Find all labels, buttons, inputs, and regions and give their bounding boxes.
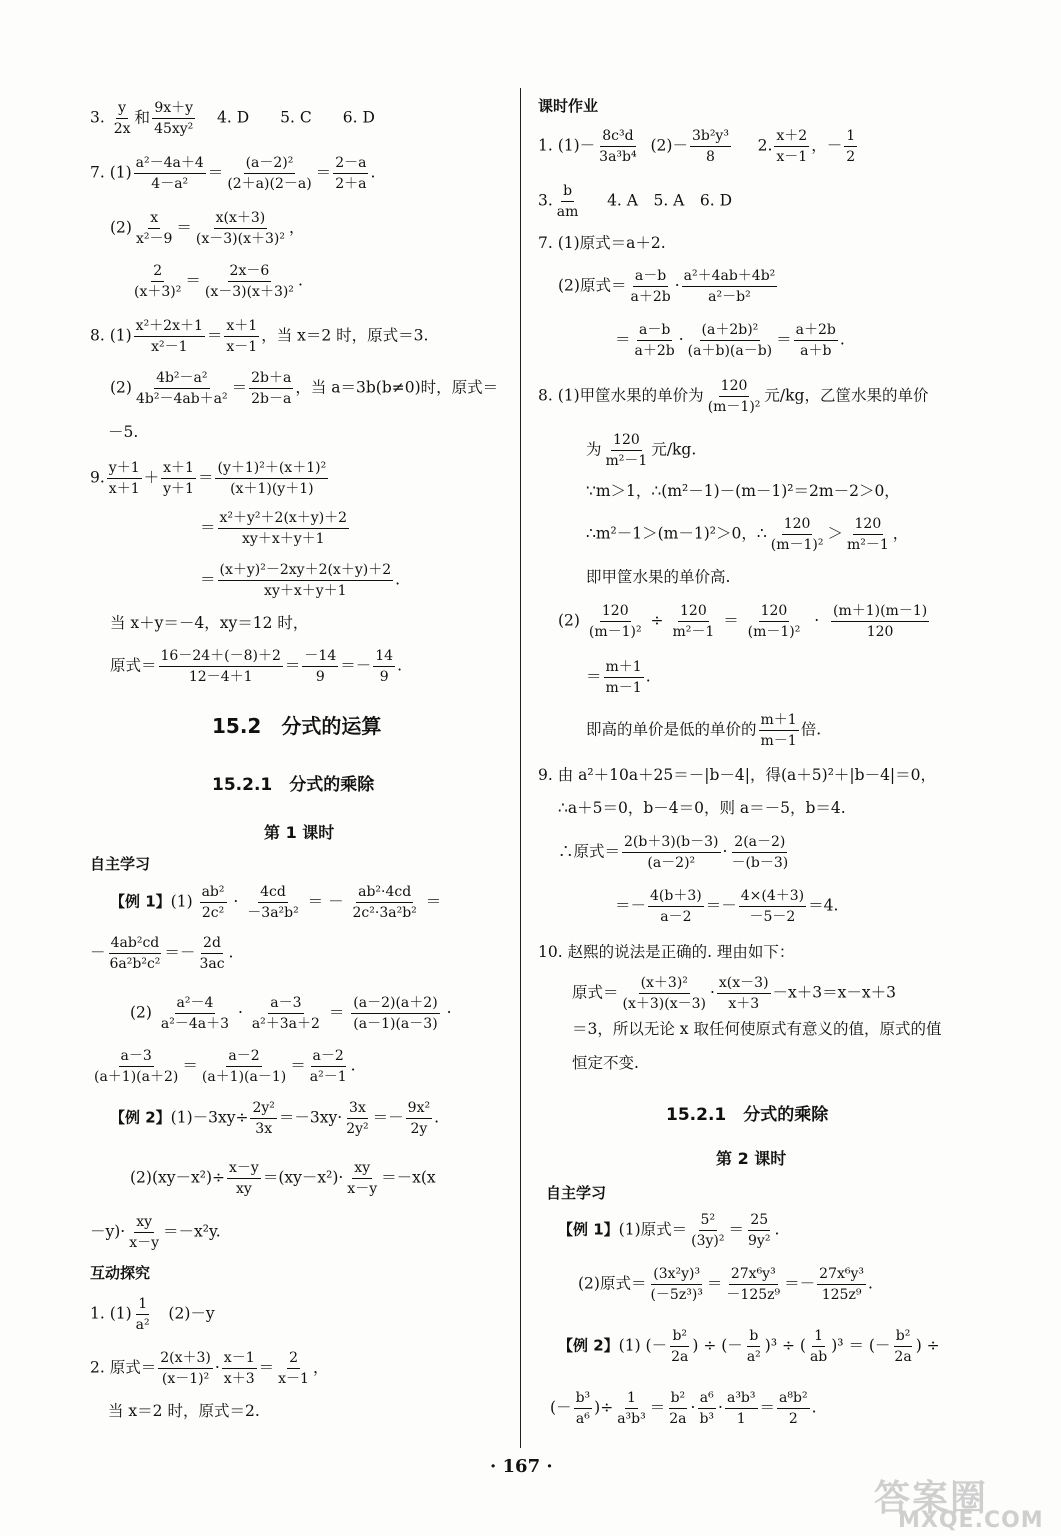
homework-8-reason-2: ∴m²－1＞(m－1)²＞0，∴ $\frac{120}{\text{(m－1)²}}$ ＞ $\frac{120}{\text{m²－1}}$ ，: [586, 516, 909, 554]
watermark-text: 答案圈: [874, 1478, 989, 1519]
homework-10-line4: 恒定不变.: [572, 1054, 639, 1072]
interactive-explore-label: 互动探究: [90, 1264, 151, 1282]
lesson-1-heading: 第 1 课时: [264, 823, 335, 842]
left-column: [0, 0, 520, 1440]
right-column: [520, 0, 1061, 1440]
homework-8-2-conclusion: 即高的单价是低的单价的 $\frac{m+1}{m-1}$ 倍.: [586, 712, 822, 750]
example-2-1-lesson2-result: (－ $\frac{\text{b³}}{\text{a⁶}}$ )÷ $\frac{1}{\text{a³b³}}$ ＝ $\frac{\text{b²}}{2a}$ · $\frac{\text{a⁶}}{\text{b³}}$ · $\frac{\text{a³b³}}{1}$ ＝ $\frac{\text{a⁸b²}}{2}$ .: [550, 1390, 817, 1428]
section-heading-15-2: 15.2 分式的运算: [212, 714, 382, 738]
answer-9-line3: ＝ $\frac{\text{(x＋y)²－2xy＋2(x＋y)＋2}}{xy+x+y+1}$ .: [200, 562, 401, 600]
answer-9-line2: ＝ $\frac{\text{x²＋y²＋2(x＋y)＋2}}{xy+x+y+1}$: [200, 510, 348, 548]
homework-9-line4: ＝－ $\frac{4(b+3)}{a-2}$ ＝－ $\frac{4\times(4+3)}{-5-2}$ ＝4.: [615, 888, 839, 926]
self-study-label: 自主学习: [90, 855, 151, 873]
homework-10-line1: 10. 赵熙的说法是正确的. 理由如下：: [538, 943, 795, 961]
answer-9-result: 原式＝ $\frac{16-24+(-8)+2}{12-4+1}$ ＝ $\frac{-14}{9}$ ＝－ $\frac{14}{9}$ .: [110, 648, 403, 686]
answer-3: 3. $\frac{y}{2x}$ 和 $\frac{9x+y}{\text{45xy²}}$ 4. D 5. C 6. D: [90, 100, 375, 138]
example-2-1-lesson2: 【例 2】(1) (－ $\frac{\text{b²}}{2a}$ ) ÷ (－ $\frac{b}{\text{a²}}$ )³ ÷ ( $\frac{1}{ab}$ )³ ＝ (－ $\frac{\text{b²}}{2a}$ ) ÷: [558, 1328, 940, 1366]
example-2-2-result: －y)· $\frac{xy}{x-y}$ ＝－x²y.: [90, 1214, 221, 1252]
homework-8-1: 8. (1)甲筐水果的单价为 $\frac{120}{\text{(m－1)²}}$ 元/kg，乙筐水果的单价: [538, 378, 929, 416]
explore-1: 1. (1) $\frac{1}{\text{a²}}$ (2)－y: [90, 1296, 215, 1334]
homework-8-conclusion: 即甲筐水果的单价高.: [586, 568, 731, 586]
homework-9-line3: ∴原式＝ $\frac{2(b+3)(b-3)}{\text{(a－2)²}}$ · $\frac{2(a-2)}{-(b-3)}$: [558, 834, 789, 872]
page-number: · 167 ·: [490, 1456, 553, 1477]
example-1-2: (2) $\frac{\text{a²－4}}{\text{a²－4a＋3}}$ · $\frac{a-3}{\text{a²＋3a＋2}}$ ＝ $\frac{(a-2)(a+2)}{(a-1)(a-3)}$ ·: [130, 995, 452, 1033]
answer-7-2: (2) $\frac{x}{\text{x²－9}}$ ＝ $\frac{x(x+3)}{\text{(x－3)(x＋3)²}}$ ，: [110, 210, 305, 248]
homework-8-2b: ＝ $\frac{m+1}{m-1}$ .: [586, 659, 651, 697]
watermark-logo: [860, 1470, 1050, 1533]
explore-2: 2. 原式＝ $\frac{2(x+3)}{\text{(x－1)²}}$ · $\frac{x-1}{x+3}$ ＝ $\frac{2}{x-1}$ ，: [90, 1350, 329, 1388]
example-1-1-result: － $\frac{\text{4ab²cd}}{\text{6a²b²c²}}$ ＝－ $\frac{2d}{3ac}$ .: [90, 935, 234, 973]
answer-8-2: (2) $\frac{\text{4b²－a²}}{\text{4b²－4ab＋a²}}$ ＝ $\frac{2b+a}{2b-a}$ ，当 a＝3b(b≠0)时，原式＝: [110, 370, 499, 408]
answer-9-condition: 当 x＋y＝－4，xy＝12 时，: [110, 614, 309, 632]
watermark-url: MXQE.COM: [898, 1508, 1044, 1533]
lesson-2-heading: 第 2 课时: [716, 1149, 787, 1168]
homework-3-6: 3. $\frac{b}{am}$ 4. A 5. A 6. D: [538, 183, 733, 221]
section-heading-15-2-1: 15.2.1 分式的乘除: [212, 775, 375, 795]
homework-8-reason-1: ∵m＞1，∴(m²－1)－(m－1)²＝2m－2＞0，: [586, 482, 900, 500]
homework-10-line3: ＝3，所以无论 x 取任何使原式有意义的值，原式的值: [572, 1020, 942, 1038]
example-2-1: 【例 2】(1)－3xy÷ $\frac{\text{2y²}}{3x}$ ＝－3xy· $\frac{3x}{\text{2y²}}$ ＝－ $\frac{\text{9x²}}{2y}$ .: [110, 1100, 440, 1138]
example-1-2-lesson2: (2)原式＝ $\frac{\text{(3x²y)³}}{\text{(－5z³)³}}$ ＝ $\frac{\text{27x⁶y³}}{\text{－125z⁹}}$ ＝－ $\frac{\text{27x⁶y³}}{\text{125z⁹}}$ .: [578, 1266, 873, 1304]
answer-8-1: 8. (1) $\frac{\text{x²＋2x＋1}}{\text{x²－1}}$ ＝ $\frac{x+1}{x-1}$ ，当 x＝2 时，原式＝3.: [90, 318, 429, 356]
homework-7-2b: ＝ $\frac{a-b}{a+2b}$ · $\frac{\text{(a＋2b)²}}{(a+b)(a-b)}$ ＝ $\frac{a+2b}{a+b}$ .: [615, 322, 845, 360]
answer-9-line1: 9. $\frac{y+1}{x+1}$ ＋ $\frac{x+1}{y+1}$ ＝ $\frac{\text{(y＋1)²＋(x＋1)²}}{(x+1)(y+1)}$: [90, 460, 327, 498]
homework-8-1b: 为 $\frac{120}{\text{m²－1}}$ 元/kg.: [586, 432, 697, 470]
homework-9-line1: 9. 由 a²＋10a＋25＝－|b－4|，得(a＋5)²＋|b－4|＝0，: [538, 766, 937, 784]
example-1-2-result: $\frac{a-3}{(a+1)(a+2)}$ ＝ $\frac{a-2}{(a+1)(a-1)}$ ＝ $\frac{a-2}{\text{a²－1}}$ .: [94, 1048, 356, 1086]
example-1-1-lesson2: 【例 1】(1)原式＝ $\frac{\text{5²}}{\text{(3y)²}}$ ＝ $\frac{25}{\text{9y²}}$ .: [558, 1212, 780, 1250]
homework-7-1: 7. (1)原式＝a＋2.: [538, 234, 666, 252]
homework-7-2: (2)原式＝ $\frac{a-b}{a+2b}$ · $\frac{\text{a²＋4ab＋4b²}}{\text{a²－b²}}$: [558, 268, 776, 306]
section-heading-15-2-1-lesson2: 15.2.1 分式的乘除: [666, 1105, 829, 1125]
homework-8-2: (2) $\frac{120}{\text{(m－1)²}}$ ÷ $\frac{120}{\text{m²－1}}$ ＝ $\frac{120}{\text{(m－1)²}}$ · $\frac{(m+1)(m-1)}{120}$: [558, 603, 928, 641]
answer-7-2b: $\frac{2}{\text{(x＋3)²}}$ ＝ $\frac{2x-6}{\text{(x－3)(x＋3)²}}$ .: [134, 263, 303, 301]
self-study-label-2: 自主学习: [546, 1184, 607, 1202]
homework-1-2: 1. (1)－ $\frac{\text{8c³d}}{\text{3a³b⁴}}$ (2)－ $\frac{\text{3b²y³}}{8}$ 2. $\frac{x+2}{x-1}$ ，－ $\frac{1}{2}$: [538, 128, 856, 166]
homework-9-line2: ∴a＋5＝0，b－4＝0，则 a＝－5，b＝4.: [558, 799, 846, 817]
answer-7-1: 7. (1) $\frac{\text{a²－4a＋4}}{\text{4－a²}}$ ＝ $\frac{\text{(a－2)²}}{(2+a)(2-a)}$ ＝ $\frac{2-a}{2+a}$ .: [90, 155, 376, 193]
homework-10-line2: 原式＝ $\frac{\text{(x＋3)²}}{(x+3)(x-3)}$ · $\frac{x(x-3)}{x+3}$ －x＋3＝x－x＋3: [572, 975, 896, 1013]
explore-2-result: 当 x＝2 时，原式＝2.: [108, 1402, 260, 1420]
homework-heading: 课时作业: [538, 97, 599, 115]
example-1-1: 【例 1】(1) $\frac{\text{ab²}}{\text{2c²}}$ · $\frac{4cd}{\text{－3a²b²}}$ ＝ － $\frac{\text{ab²·4cd}}{\text{2c²·3a²b²}}$ ＝: [110, 884, 442, 922]
example-2-2: (2)(xy－x²)÷ $\frac{x-y}{xy}$ ＝(xy－x²)· $\frac{xy}{x-y}$ ＝－x(x: [130, 1160, 436, 1198]
answer-8-2-result: －5.: [108, 423, 139, 441]
